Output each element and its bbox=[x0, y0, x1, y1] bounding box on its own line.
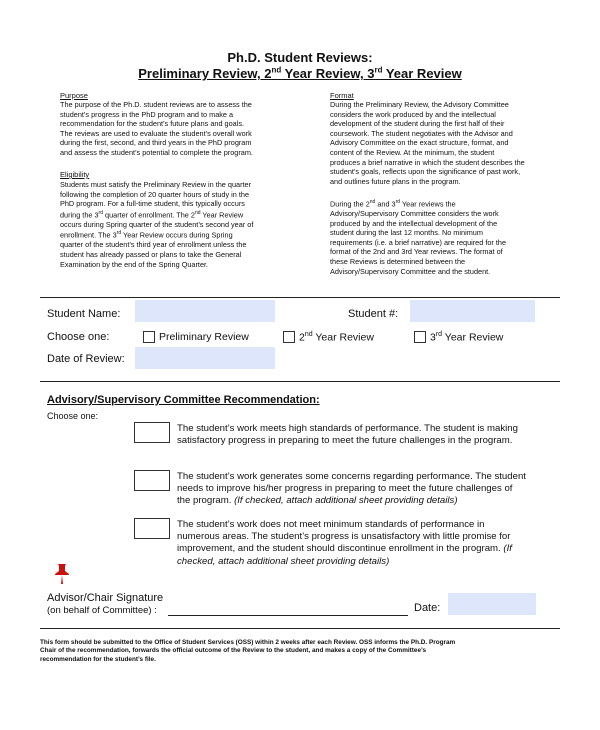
purpose-text: The purpose of the Ph.D. student reviews are to assess the student’s progress in the PhD program and to make a recommendation for the student’s future plans and goals. The reviews are used to evaluate the student’s overall work during the first, second, and third years in the PhD program and assess the student’s potential to complete the program. bbox=[60, 100, 253, 157]
signature-sublabel: (on behalf of Committee) : bbox=[47, 605, 157, 616]
student-name-label: Student Name: bbox=[47, 308, 121, 320]
footer-note: This form should be submitted to the Office of Student Services (OSS) within 2 weeks after each Review. OSS informs the Ph.D. Program Chair of the recommendation, forwards the official outcome of the Review to the student, and makes a copy of the Committee’s recommendation for the student’s file. bbox=[40, 639, 456, 663]
footer-divider bbox=[40, 628, 560, 629]
page-subtitle: Preliminary Review, 2nd Year Review, 3rd Year Review bbox=[138, 66, 462, 82]
preliminary-review-checkbox[interactable] bbox=[143, 331, 155, 343]
eligibility-text: Students must satisfy the Preliminary Review in the quarter following the completion of 20 quarter hours of study in the PhD program. For a full-time student, this typically occurs during the 3rd quarter of enrollment. The 2nd Year Review occurs during Spring quarter of the student’s second year of enrollment. The 3rd Year Review occurs during Spring quarter of the student’s third year of enrollment unless the student has already passed or plans to take the General Examination by the end of the Spring Quarter. bbox=[60, 180, 254, 269]
format-text-2: During the 2nd and 3rd Year reviews the Advisory/Supervisory Committee considers the work produced by and the intellectual development of the student during the last 12 months. No minimum requirements (i.e. a brief narrative) are required for the format of the 2nd and 3rd Year reviews. The format of these Reviews is determined between the Advisory/Supervisory Committee and the student. bbox=[330, 199, 507, 276]
pushpin-icon bbox=[52, 563, 72, 585]
signature-label: Advisor/Chair Signature bbox=[47, 592, 164, 604]
third-year-review-checkbox[interactable] bbox=[414, 331, 426, 343]
section-divider bbox=[40, 381, 560, 382]
recommendation-satisfactory-text: The student’s work meets high standards of performance. The student is making satisfactory progress in preparing to meet the future challenges in the program. bbox=[177, 423, 518, 447]
student-name-input[interactable] bbox=[135, 300, 275, 322]
second-year-review-checkbox[interactable] bbox=[283, 331, 295, 343]
recommendation-satisfactory-checkbox[interactable] bbox=[134, 422, 170, 443]
recommendation-heading: Advisory/Supervisory Committee Recommendation: bbox=[47, 394, 320, 406]
format-text: During the Preliminary Review, the Advisory Committee considers the work produced by and the intellectual development of the student during the first half of their coursework. The student negotiates with the Advisor and Advisory Committee on the exact structure, format, and content of the Review. At the minimum, the student produces a brief narrative in which the student describes the student’s goals, reflects upon the significance of past work, and outlines future plans in the program. bbox=[330, 100, 525, 186]
student-id-label: Student #: bbox=[348, 308, 399, 320]
eligibility-heading: Eligibility bbox=[60, 170, 90, 179]
date-of-review-input[interactable] bbox=[135, 347, 275, 369]
signature-line[interactable] bbox=[168, 615, 408, 616]
recommendation-choose-one: Choose one: bbox=[47, 411, 99, 421]
form-top-divider bbox=[40, 297, 560, 298]
choose-one-label: Choose one: bbox=[47, 331, 110, 343]
third-year-review-option-label: 3rd Year Review bbox=[430, 331, 504, 344]
recommendation-concerns-text: The student’s work generates some concerns regarding performance. The student needs to improve his/her progress in preparing to meet the future challenges of the program. (If checked, attach additional sheet providing details) bbox=[177, 471, 526, 507]
recommendation-unsatisfactory-checkbox[interactable] bbox=[134, 518, 170, 539]
date-label: Date: bbox=[414, 602, 441, 614]
recommendation-concerns-checkbox[interactable] bbox=[134, 470, 170, 491]
purpose-heading: Purpose bbox=[60, 91, 88, 100]
date-of-review-label: Date of Review: bbox=[47, 353, 125, 365]
signature-date-input[interactable] bbox=[448, 593, 536, 615]
preliminary-review-option-label: Preliminary Review bbox=[159, 331, 249, 343]
page-title: Ph.D. Student Reviews: bbox=[227, 50, 373, 65]
second-year-review-option-label: 2nd Year Review bbox=[299, 331, 374, 344]
student-id-input[interactable] bbox=[410, 300, 535, 322]
format-heading: Format bbox=[330, 91, 354, 100]
recommendation-unsatisfactory-text: The student’s work does not meet minimum standards of performance in numerous areas. The student’s progress is unsatisfactory with little promise for improvement, and the student should discontinue enrollment in the program. (If checked, attach additional sheet providing details) bbox=[177, 519, 512, 567]
